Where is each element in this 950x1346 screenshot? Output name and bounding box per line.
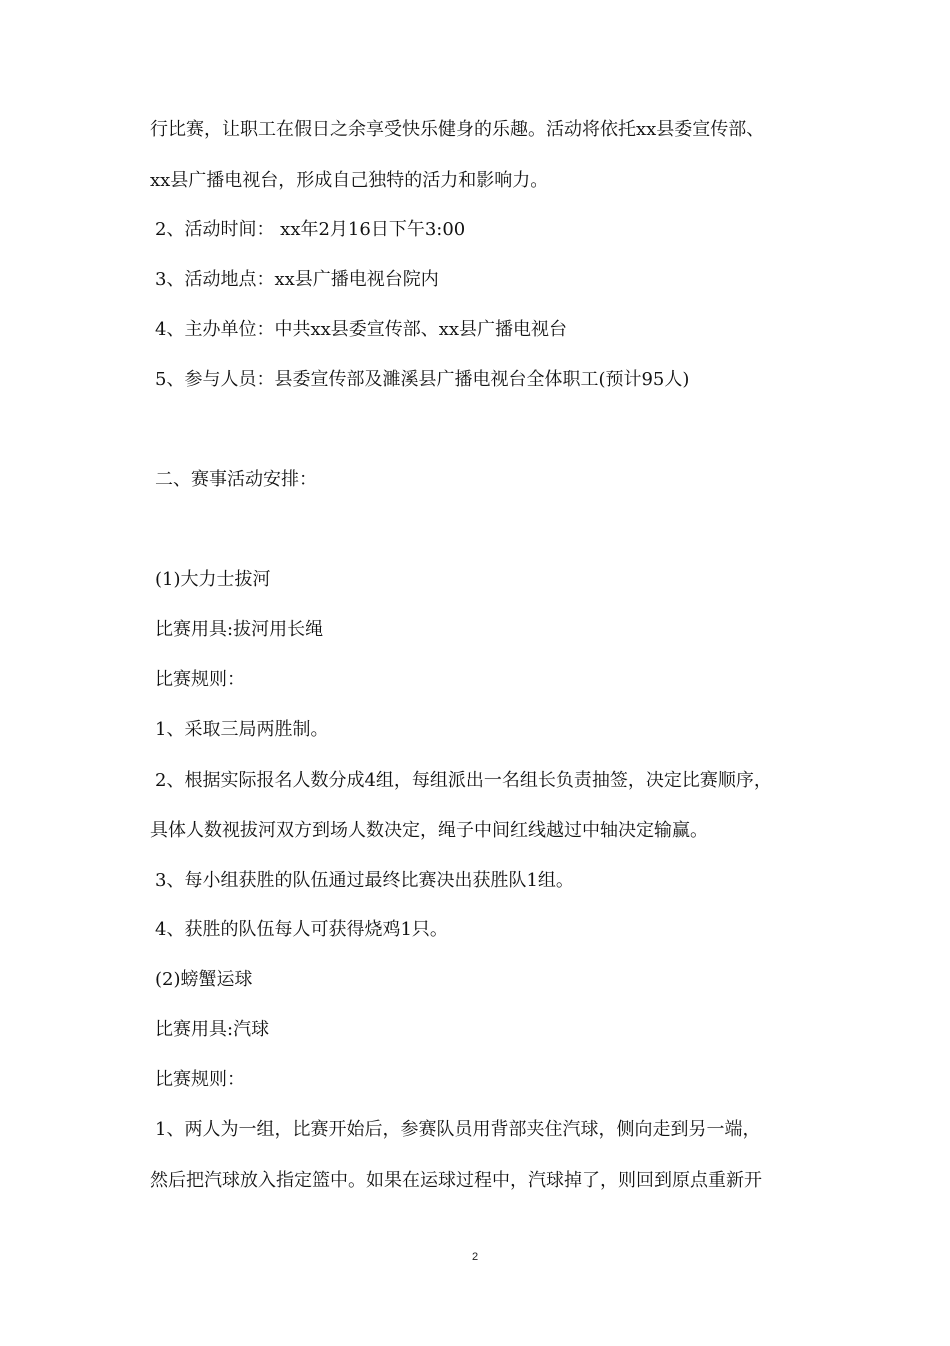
paragraph-line: xx县广播电视台，形成自己独特的活力和影响力。 — [150, 170, 549, 191]
rule-item: 1、两人为一组，比赛开始后，参赛队员用背部夹住汽球，侧向走到另一端， — [155, 1119, 761, 1140]
equipment-line: 比赛用具:拔河用长绳 — [155, 619, 324, 640]
event-title: (2)螃蟹运球 — [155, 969, 253, 990]
rule-item: 1、采取三局两胜制。 — [155, 719, 329, 740]
rule-item: 2、根据实际报名人数分成4组，每组派出一名组长负责抽签，决定比赛顺序， — [155, 770, 772, 791]
section-heading: 二、赛事活动安排： — [155, 469, 317, 490]
activity-time: 2、活动时间： xx年2月16日下午3:00 — [155, 219, 466, 240]
paragraph-line: 具体人数视拔河双方到场人数决定，绳子中间红线越过中轴决定输赢。 — [150, 820, 708, 841]
organizer: 4、主办单位：中共xx县委宣传部、xx县广播电视台 — [155, 319, 568, 340]
rules-heading: 比赛规则： — [155, 669, 245, 690]
rule-item: 4、获胜的队伍每人可获得烧鸡1只。 — [155, 919, 448, 940]
equipment-line: 比赛用具:汽球 — [155, 1019, 270, 1040]
page-number: 2 — [471, 1251, 479, 1263]
event-title: (1)大力士拔河 — [155, 569, 271, 590]
participants: 5、参与人员：县委宣传部及濉溪县广播电视台全体职工(预计95人) — [155, 369, 690, 390]
paragraph-line: 然后把汽球放入指定篮中。如果在运球过程中，汽球掉了，则回到原点重新开 — [150, 1170, 762, 1191]
paragraph-line: 行比赛，让职工在假日之余享受快乐健身的乐趣。活动将依托xx县委宣传部、 — [150, 119, 765, 140]
rules-heading: 比赛规则： — [155, 1069, 245, 1090]
rule-item: 3、每小组获胜的队伍通过最终比赛决出获胜队1组。 — [155, 870, 574, 891]
activity-location: 3、活动地点：xx县广播电视台院内 — [155, 269, 439, 290]
